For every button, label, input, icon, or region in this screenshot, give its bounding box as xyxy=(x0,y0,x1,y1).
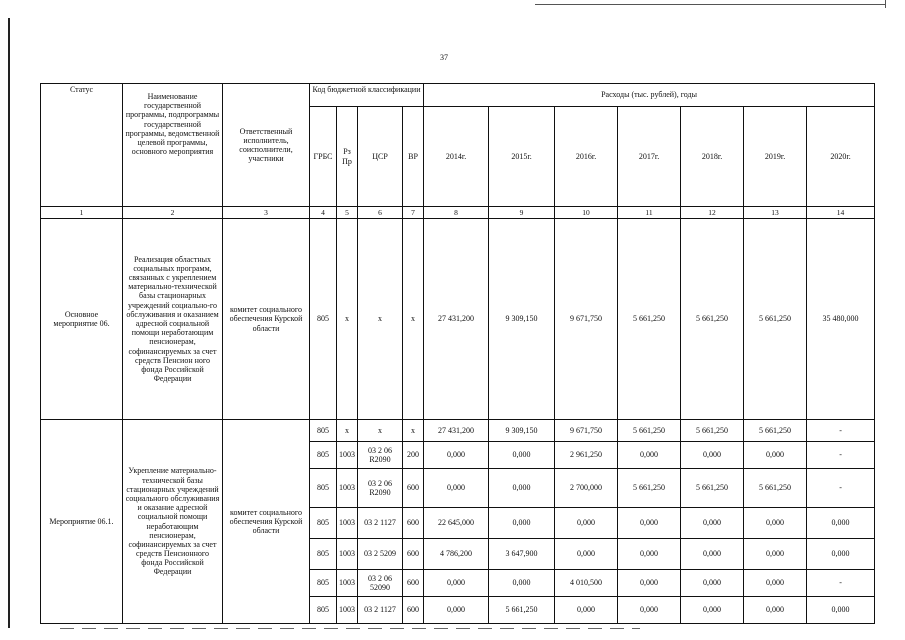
header-rzpr: Рз Пр xyxy=(337,107,358,207)
header-name: Наименование государственной программы, подпрограммы государственной программы, ведомственной целевой программы, основного мероприятия xyxy=(123,84,223,207)
cell-csr: 03 2 06 R2090 xyxy=(358,469,403,508)
scan-edge-top xyxy=(535,4,885,5)
cell-2019: 0,000 xyxy=(744,508,807,539)
column-number: 7 xyxy=(403,207,424,219)
cell-2020: - xyxy=(807,469,875,508)
header-vr: ВР xyxy=(403,107,424,207)
column-numbers-row xyxy=(41,207,875,219)
cell-2017: 0,000 xyxy=(618,539,681,570)
cell-2018: 5 661,250 xyxy=(681,469,744,508)
column-number: 8 xyxy=(424,207,489,219)
cell-vr: 600 xyxy=(403,597,424,624)
cell-2016: 2 961,250 xyxy=(555,442,618,469)
cell-2015: 5 661,250 xyxy=(489,597,555,624)
cell-2014: 0,000 xyxy=(424,469,489,508)
cell-2014: 0,000 xyxy=(424,570,489,597)
cell-2014: 0,000 xyxy=(424,597,489,624)
cell-2017: 0,000 xyxy=(618,570,681,597)
cell-2016: 0,000 xyxy=(555,539,618,570)
cell-2019: 5 661,250 xyxy=(744,420,807,442)
cell-2015: 3 647,900 xyxy=(489,539,555,570)
column-number: 2 xyxy=(123,207,223,219)
cell-grbs: 805 xyxy=(310,508,337,539)
cell-2016: 2 700,000 xyxy=(555,469,618,508)
cell-2017: 0,000 xyxy=(618,508,681,539)
header-2014: 2014г. xyxy=(424,107,489,207)
header-2016: 2016г. xyxy=(555,107,618,207)
cell-2018: 0,000 xyxy=(681,597,744,624)
main-event-2016: 9 671,750 xyxy=(555,219,618,420)
main-event-rzpr: х xyxy=(337,219,358,420)
event-row xyxy=(41,420,875,442)
cell-2016: 9 671,750 xyxy=(555,420,618,442)
cell-vr: 200 xyxy=(403,442,424,469)
cell-grbs: 805 xyxy=(310,539,337,570)
cell-grbs: 805 xyxy=(310,442,337,469)
column-number: 12 xyxy=(681,207,744,219)
cell-csr: х xyxy=(358,420,403,442)
header-2015: 2015г. xyxy=(489,107,555,207)
cell-2018: 0,000 xyxy=(681,570,744,597)
cell-2014: 0,000 xyxy=(424,442,489,469)
cell-csr: 03 2 1127 xyxy=(358,597,403,624)
cell-2019: 0,000 xyxy=(744,539,807,570)
cell-2016: 0,000 xyxy=(555,508,618,539)
cell-2020: - xyxy=(807,420,875,442)
column-number: 1 xyxy=(41,207,123,219)
cell-rzpr: 1003 xyxy=(337,442,358,469)
cell-2019: 0,000 xyxy=(744,442,807,469)
header-grbs: ГРБС xyxy=(310,107,337,207)
cell-vr: 600 xyxy=(403,570,424,597)
cell-2017: 0,000 xyxy=(618,597,681,624)
cell-2015: 0,000 xyxy=(489,469,555,508)
main-event-2014: 27 431,200 xyxy=(424,219,489,420)
cell-2020: 0,000 xyxy=(807,539,875,570)
cell-rzpr: 1003 xyxy=(337,597,358,624)
event-name: Укрепление материально-технической базы стационарных учреждений социального обслуживания и оказание адресной социальной помощи неработающим пенсионерам, софинансируемых за счет средств Пенсионного фонда Российской Федерации xyxy=(123,420,223,624)
cell-2017: 5 661,250 xyxy=(618,420,681,442)
cell-csr: 03 2 1127 xyxy=(358,508,403,539)
cell-2019: 5 661,250 xyxy=(744,469,807,508)
column-number: 11 xyxy=(618,207,681,219)
cell-rzpr: 1003 xyxy=(337,508,358,539)
header-expenses: Расходы (тыс. рублей), годы xyxy=(424,84,875,107)
header-status: Статус xyxy=(41,84,123,207)
cell-grbs: 805 xyxy=(310,570,337,597)
header-responsible: Ответственный исполнитель, соисполнители, участники xyxy=(223,84,310,207)
cell-2020: 0,000 xyxy=(807,597,875,624)
column-number: 6 xyxy=(358,207,403,219)
cell-vr: 600 xyxy=(403,508,424,539)
cell-2016: 0,000 xyxy=(555,597,618,624)
event-responsible: комитет социального обеспечения Курской области xyxy=(223,420,310,624)
cell-2018: 0,000 xyxy=(681,442,744,469)
cell-vr: 600 xyxy=(403,539,424,570)
cell-rzpr: 1003 xyxy=(337,469,358,508)
cell-2020: - xyxy=(807,442,875,469)
cell-2020: - xyxy=(807,570,875,597)
column-number: 10 xyxy=(555,207,618,219)
cell-rzpr: х xyxy=(337,420,358,442)
cell-2020: 0,000 xyxy=(807,508,875,539)
cell-2014: 4 786,200 xyxy=(424,539,489,570)
scan-edge-left xyxy=(8,18,10,628)
column-number: 3 xyxy=(223,207,310,219)
header-2018: 2018г. xyxy=(681,107,744,207)
cell-grbs: 805 xyxy=(310,420,337,442)
expenses-table xyxy=(40,83,875,624)
cell-2017: 5 661,250 xyxy=(618,469,681,508)
cell-rzpr: 1003 xyxy=(337,570,358,597)
cell-2014: 27 431,200 xyxy=(424,420,489,442)
cell-2015: 0,000 xyxy=(489,570,555,597)
cell-csr: 03 2 5209 xyxy=(358,539,403,570)
header-2019: 2019г. xyxy=(744,107,807,207)
cell-2017: 0,000 xyxy=(618,442,681,469)
cell-2019: 0,000 xyxy=(744,570,807,597)
cell-grbs: 805 xyxy=(310,597,337,624)
header-2020: 2020г. xyxy=(807,107,875,207)
scan-edge-top-tick xyxy=(885,0,886,8)
column-number: 5 xyxy=(337,207,358,219)
main-event-2015: 9 309,150 xyxy=(489,219,555,420)
scan-edge-bottom xyxy=(60,628,640,629)
main-event-2019: 5 661,250 xyxy=(744,219,807,420)
cell-2015: 9 309,150 xyxy=(489,420,555,442)
header-budget-code: Код бюджетной классификации xyxy=(310,84,424,107)
header-2017: 2017г. xyxy=(618,107,681,207)
main-event-csr: х xyxy=(358,219,403,420)
main-event-2017: 5 661,250 xyxy=(618,219,681,420)
header-csr: ЦСР xyxy=(358,107,403,207)
main-event-vr: х xyxy=(403,219,424,420)
event-status: Мероприятие 06.1. xyxy=(41,420,123,624)
main-event-2018: 5 661,250 xyxy=(681,219,744,420)
cell-csr: 03 2 06 52090 xyxy=(358,570,403,597)
main-event-row xyxy=(41,219,875,420)
column-number: 4 xyxy=(310,207,337,219)
cell-rzpr: 1003 xyxy=(337,539,358,570)
column-number: 14 xyxy=(807,207,875,219)
cell-2018: 0,000 xyxy=(681,539,744,570)
cell-csr: 03 2 06 R2090 xyxy=(358,442,403,469)
page-number: 37 xyxy=(440,53,448,62)
main-event-2020: 35 480,000 xyxy=(807,219,875,420)
cell-2019: 0,000 xyxy=(744,597,807,624)
cell-grbs: 805 xyxy=(310,469,337,508)
column-number: 9 xyxy=(489,207,555,219)
main-event-status: Основное мероприятие 06. xyxy=(41,219,123,420)
main-event-grbs: 805 xyxy=(310,219,337,420)
cell-vr: х xyxy=(403,420,424,442)
main-event-responsible: комитет социального обеспечения Курской области xyxy=(223,219,310,420)
cell-2015: 0,000 xyxy=(489,442,555,469)
cell-2015: 0,000 xyxy=(489,508,555,539)
cell-2018: 0,000 xyxy=(681,508,744,539)
cell-2016: 4 010,500 xyxy=(555,570,618,597)
main-event-name: Реализация областных социальных программ, связанных с укреплением материально-технической базы стационарных учреждений социально-го обслуживания и оказанием адресной социальной помощи неработающим пенсионерам, софинансируемых за счет средств Пенсион ного фонда Российской Федерации xyxy=(123,219,223,420)
cell-vr: 600 xyxy=(403,469,424,508)
column-number: 13 xyxy=(744,207,807,219)
cell-2018: 5 661,250 xyxy=(681,420,744,442)
cell-2014: 22 645,000 xyxy=(424,508,489,539)
